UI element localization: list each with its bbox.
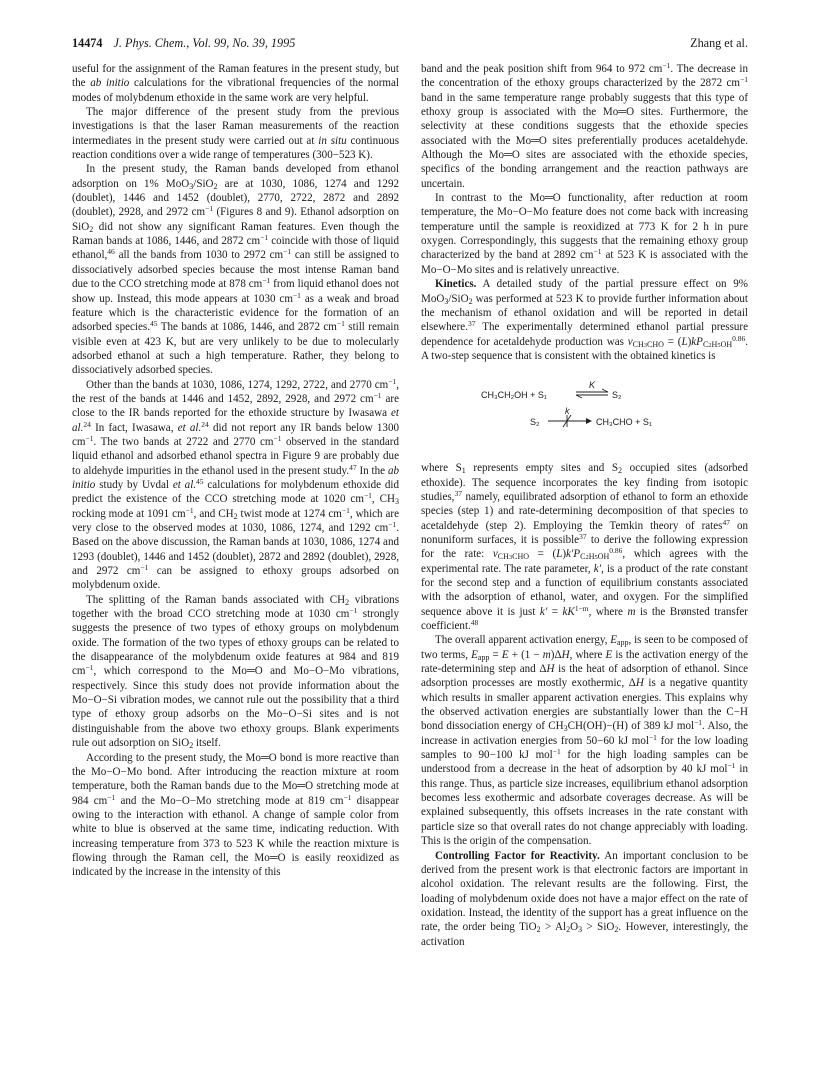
header-authors: Zhang et al.	[690, 36, 748, 50]
paragraph: According to the present study, the Mo═O bond is more reactive than the Mo−O−Mo bond. After introducing the reaction mixture at room temperature, both the Raman bands due to the Mo═O stretching mode at 984 $cm^{-1}$ and the Mo−O−Mo stretching mode at 819 $cm^{-1}$ disappear owing to the interaction with ethanol. A change of sample color from white to blue is observed at the same time, indicating reduction. With increasing temperature from 373 to 523 K while the reaction mixture is flowing through the Raman cell, the Mo═O is easily reoxidized as indicated by the increase in the intensity of this	[72, 751, 400, 879]
right-column	[421, 62, 748, 949]
left-column	[72, 62, 399, 880]
paragraph: useful for the assignment of the Raman features in the present study, but the ab initio calculations for the vibrational frequencies of the normal modes of molybdenum ethoxide in the same work are very helpful.	[72, 63, 399, 104]
paragraph: band and the peak position shift from 964 to 972 $cm^{-1}$. The decrease in the concentration of the ethoxy groups characterized by the 2872 $cm^{-1}$ band in the same temperature range probably suggests that this type of ethoxy group is associated with the Mo═O sites. Furthermore, the selectivity at these conditions suggests that the ethoxide species associated with the Mo═O sites preferentially produces acetaldehyde. Although the Mo═O sites are associated with the ethoxide species, specifics of the bonding arrangement and the reaction pathways are uncertain.	[421, 61, 748, 190]
paragraph: The splitting of the Raman bands associated with $CH_2$ vibrations together with the broad CCO stretching mode at 1030 $cm^{-1}$ strongly suggests the presence of two types of ethoxy groups on molybdenum oxide. The formation of the two types of ethoxy groups can be related to the disappearance of the molybdenum oxide features at 984 and 819 $cm^{-1}$, which correspond to the Mo═O and Mo−O−Mo vibrations, respectively. Since this study does not provide information about the Mo−O−Si vibration modes, we cannot rule out the possibility that a third type of ethoxy group adsorbs on the Mo−O−Si sites and is not distinguishable from the above two ethoxy groups. Blank experiments rule out adsorption on SiO$_2$ itself.	[72, 593, 399, 751]
section-heading-controlling-factor: Controlling Factor for Reactivity.	[435, 849, 600, 862]
reaction1-constant: K	[589, 380, 596, 391]
paragraph: Controlling Factor for Reactivity. An important conclusion to be derived from the present work is that electronic factors are important in alcohol oxidation. The relevant results are the following. First, the loading of molybdenum oxide does not have a major effect on the rate of oxidation. Instead, the identity of the support has a great influence on the rate, the order being $TiO_2 > Al_2O_3 > SiO_2$. However, interestingly, the activation	[421, 849, 748, 948]
reaction2-reactant: S₂	[530, 417, 540, 428]
paragraph: where $S_1$ represents empty sites and $S_2$ occupied sites (adsorbed ethoxide). The sequence incorporates the key finding from isotopic studies,$^{37}$ namely, equilibrated adsorption of ethanol to form an ethoxide species (step 1) and rate-determining decomposition of that species to acetaldehyde (step 2). Employing the Temkin theory of rates$^{47}$ on nonuniform surfaces, it is possible$^{37}$ to derive the following expression for the rate: $v_{CH3CHO} = (L)k'P_{C2H5OH}^{0.86}$, which agrees with the experimental rate. The rate parameter, k′, is a product of the rate constant for the second step and a function of equilibrium constants associated with the adsorption of ethanol, water, and oxygen. For the simplified sequence above it is just $k' = kK^{1-m}$, where m is the Brønsted transfer coefficient.$^{48}$	[421, 462, 748, 632]
header-left	[72, 34, 295, 52]
paragraph: In the present study, the Raman bands developed from ethanol adsorption on 1% MoO$_3$/SiO$_2$ are at 1030, 1086, 1274 and 1292 (doublet), 1446 and 1452 (doublet), 2770, 2722, 2872 and 2892 (doublet), 2928, and 2972 $cm^{-1}$ (Figures 8 and 9). Ethanol adsorption on SiO$_2$ did not show any significant Raman features. Even though the Raman bands at 1086, 1446, and 2872 $cm^{-1}$ coincide with those of liquid ethanol,$^{46}$ all the bands from 1030 to 2972 $cm^{-1}$ can still be assigned to dissociatively adsorbed species because the most intense Raman band due to the CCO stretching mode at 878 $cm^{-1}$ from liquid ethanol does not show up. Instead, this mode appears at 1030 $cm^{-1}$ as a weak and broad feature which is the characteristic evidence for the formation of an adsorbed species.$^{45}$ The bands at 1086, 1446, and 2872 $cm^{-1}$ still remain visible even at 423 K, but are very unlikely to be due to molecularly adsorbed ethanol at such a high temperature. Rather, they belong to dissociatively adsorbed species.	[72, 163, 400, 377]
reaction1-product: S₂	[612, 390, 622, 401]
scheme-arrows	[421, 371, 748, 451]
section-heading-kinetics: Kinetics.	[435, 278, 477, 291]
paragraph: Other than the bands at 1030, 1086, 1274, 1292, 2722, and 2770 $cm^{-1}$, the rest of the bands at 1446 and 1452, 2892, 2928, and 2972 $cm^{-1}$ are close to the IR bands reported for the ethoxide structure by Iwasawa et al.$^{24}$ In fact, Iwasawa, et al.$^{24}$ did not report any IR bands below 1300 $cm^{-1}$. The two bands at 2722 and 2770 $cm^{-1}$ observed in the standard liquid ethanol and adsorbed ethanol spectra in Figure 9 are probably due to aldehyde impurities in the ethanol used in the present study.$^{47}$ In the ab initio study by Uvdal et al.$^{45}$ calculations for molybdenum ethoxide did predict the existence of the CCO stretching mode at 1020 $cm^{-1}$, $CH_3$ rocking mode at 1091 $cm^{-1}$, and $CH_2$ twist mode at 1274 $cm^{-1}$, which are very close to the observed modes at 1030, 1086, 1274, and 1292 $cm^{-1}$. Based on the above discussion, the Raman bands at 1030, 1086, 1274 and 1293 (doublet), 1446 and 1452 (doublet), 2872 and 2892 (doublet), 2928, and 2972 $cm^{-1}$ can be assigned to ethoxy groups adsorbed on molybdenum oxide.	[72, 376, 400, 592]
reaction1-reactants: CH₃CH₂OH + S₁	[481, 390, 547, 401]
paragraph: Kinetics. A detailed study of the partial pressure effect on 9% MoO$_3$/SiO$_2$ was performed at 523 K to provide further information about the mechanism of ethanol oxidation and will be reported in detail elsewhere.$^{37}$ The experimentally determined ethanol partial pressure dependence for acetaldehyde production was $v_{CH3CHO} = (L)kP_{C2H5OH}^{0.86}$. A two-step sequence that is consistent with the obtained kinetics is	[421, 278, 749, 362]
journal-citation: J. Phys. Chem., Vol. 99, No. 39, 1995	[113, 36, 296, 50]
page-header	[72, 34, 748, 52]
reaction-scheme	[421, 371, 748, 451]
paragraph: The overall apparent activation energy, $E_{app}$, is seen to be composed of two terms, $E_{app} = E + (1 - m)\Delta H$, where E is the activation energy of the rate-determining step and ΔH is the heat of adsorption of ethanol. Since adsorption processes are mostly exothermic, ΔH is a negative quantity which results in smaller apparent activation energies. This explains why the observed activation energies are substantially lower than the C−H bond dissociation energy of $CH_3CH(OH)-(H)$ of 389 kJ mol$^{-1}$. Also, the increase in activation energies from 50−60 kJ mol$^{-1}$ for the low loading samples to 90−100 kJ mol$^{-1}$ for the high loading samples can be understood from a decrease in the heat of adsorption by 40 kJ mol$^{-1}$ in this range. Thus, as particle size increases, equilibrium ethanol adsorption becomes less exothermic and adsorbate coverages decrease. As will be explained subsequently, this offsets increases in the rate constant with particle size so that overall rates do not change appreciably with loading. This is the origin of the compensation.	[421, 634, 749, 848]
paragraph: The major difference of the present study from the previous investigations is that the laser Raman measurements of the reaction intermediates in the present study were carried out at in situ continuous reaction conditions over a wide range of temperatures (300−523 K).	[72, 106, 399, 162]
paragraph: In contrast to the Mo═O functionality, after reduction at room temperature, the Mo−O−Mo feature does not come back with increasing temperature until the sample is reoxidized at 773 K for 2 h in pure oxygen. Correspondingly, this suggests that the remaining ethoxy group characterized by the band at 2892 $cm^{-1}$ at 523 K is associated with the Mo−O−Mo sites and is relatively unreactive.	[421, 192, 748, 276]
reaction2-constant: k	[565, 406, 570, 417]
page-number: 14474	[72, 36, 103, 50]
reaction2-products: CH₃CHO + S₁	[596, 417, 652, 428]
